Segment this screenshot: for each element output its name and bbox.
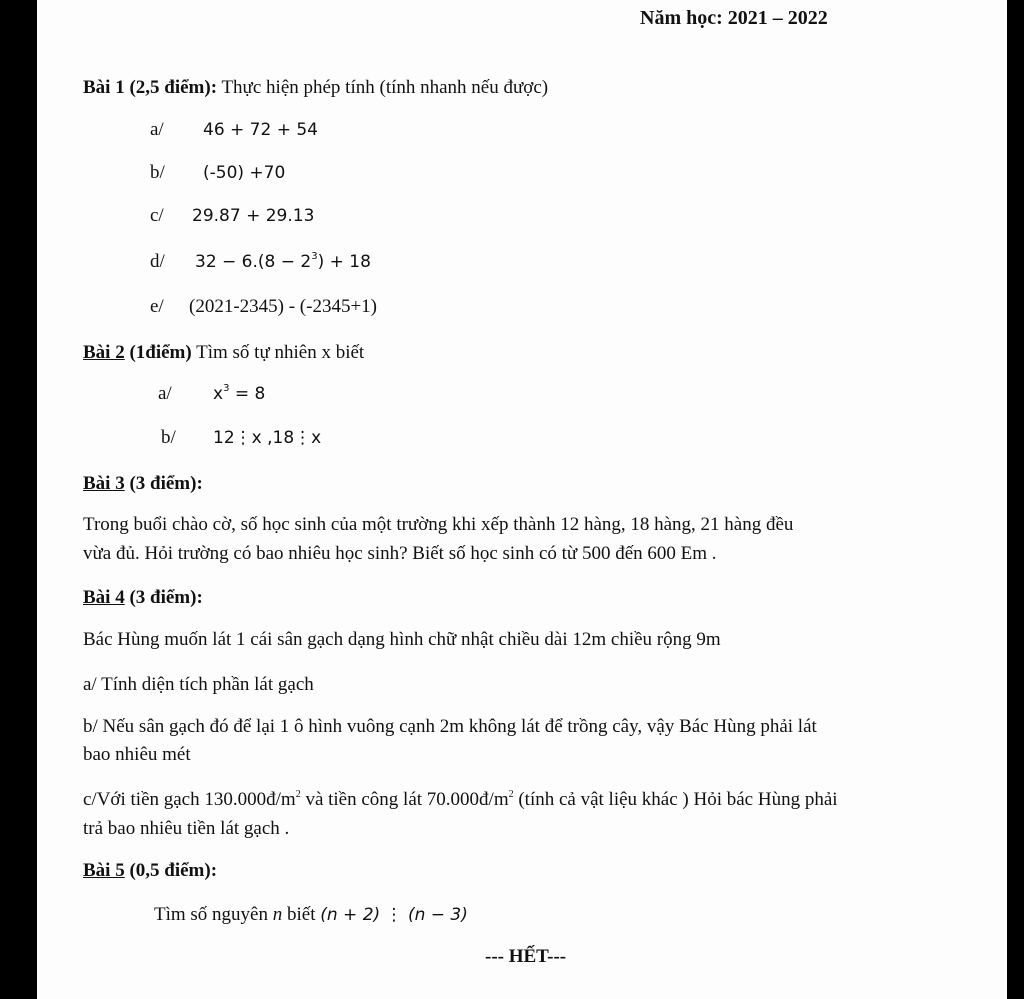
bai3-points: (3 điểm): bbox=[124, 473, 203, 494]
bai1-item-d-label: d/ bbox=[150, 251, 165, 272]
bai2-item-b-expr: 12⋮x ,18⋮x bbox=[213, 428, 322, 448]
bai1-item-e-expr: (2021-2345) - (-2345+1) bbox=[189, 296, 378, 317]
bai2-item-b-label: b/ bbox=[161, 427, 176, 448]
bai1-heading bbox=[83, 76, 548, 100]
bai4-a: a/ Tính diện tích phần lát gạch bbox=[83, 674, 314, 695]
bai3-line1: Trong buổi chào cờ, số học sinh của một trường khi xếp thành 12 hàng, 18 hàng, 21 hàng đều bbox=[83, 514, 794, 535]
bai2-title: Bài 2 bbox=[83, 342, 125, 363]
bai1-item-a-label: a/ bbox=[150, 119, 164, 140]
bai2-heading bbox=[83, 341, 364, 365]
bai1-item-a-expr: 46 + 72 + 54 bbox=[203, 120, 318, 140]
bai1-title: Bài 1 (2,5 điểm): bbox=[83, 77, 218, 98]
bai1-item-d-expr: $32 - 6.(8 - 2^3) + 18$ bbox=[195, 251, 371, 272]
bai1-item-c-label: c/ bbox=[150, 205, 164, 226]
bai3-line2: vừa đủ. Hỏi trường có bao nhiêu học sinh? Biết số học sinh có từ 500 đến 600 Em . bbox=[83, 543, 717, 564]
bai5-title: Bài 5 bbox=[83, 860, 125, 881]
end-marker: --- HẾT--- bbox=[485, 946, 567, 967]
bai3-heading bbox=[83, 472, 203, 496]
bai2-item-a-expr: $x^3 = 8$ bbox=[213, 383, 266, 404]
bai3-title: Bài 3 bbox=[83, 473, 125, 494]
bai1-item-c-expr: 29.87 + 29.13 bbox=[192, 206, 315, 226]
school-year: Năm học: 2021 – 2022 bbox=[640, 7, 828, 29]
bai4-title: Bài 4 bbox=[83, 587, 125, 608]
bai1-item-b-expr: (-50) +70 bbox=[203, 163, 286, 183]
bai4-b-line2: bao nhiêu mét bbox=[83, 744, 191, 765]
bai4-c-line2: trả bao nhiêu tiền lát gạch . bbox=[83, 818, 290, 839]
bai1-item-e-label: e/ bbox=[150, 296, 164, 317]
bai2-item-a-label: a/ bbox=[158, 383, 172, 404]
bai2-points: (1điểm) bbox=[124, 342, 192, 363]
bai4-b-line1: b/ Nếu sân gạch đó để lại 1 ô hình vuông cạnh 2m không lát để trồng cây, vậy Bác Hùng phải lát bbox=[83, 716, 817, 737]
bai5-heading bbox=[83, 859, 217, 883]
bai2-instruction: Tìm số tự nhiên x biết bbox=[191, 342, 365, 363]
bai5-text: Tìm số nguyên n biết (n + 2) ⋮ (n − 3) bbox=[154, 904, 468, 925]
bai1-item-b-label: b/ bbox=[150, 162, 165, 183]
exam-page bbox=[37, 0, 1007, 999]
bai4-intro: Bác Hùng muốn lát 1 cái sân gạch dạng hình chữ nhật chiều dài 12m chiều rộng 9m bbox=[83, 629, 721, 650]
bai1-instruction: Thực hiện phép tính (tính nhanh nếu được) bbox=[217, 77, 549, 98]
bai4-c-line1: c/Với tiền gạch $130.000đ/m^2$ và tiền công lát $70.000đ/m^2$ (tính cả vật liệu khác ) Hỏi bác Hùng phải bbox=[83, 789, 838, 810]
bai4-heading bbox=[83, 586, 203, 610]
bai4-points: (3 điểm): bbox=[124, 587, 203, 608]
bai5-points: (0,5 điểm): bbox=[124, 860, 218, 881]
